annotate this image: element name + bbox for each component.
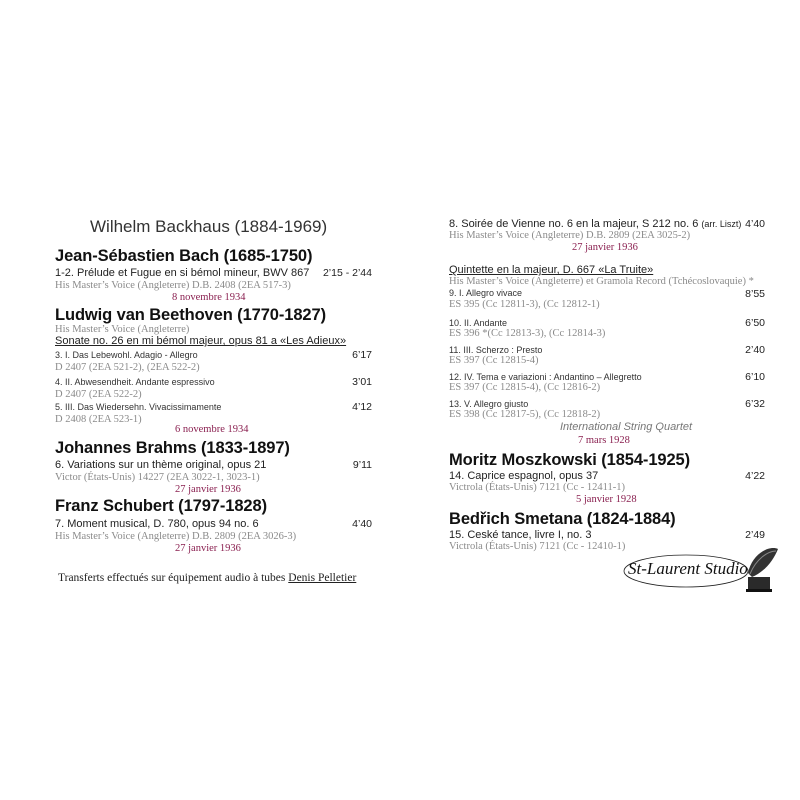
recording-date: 6 novembre 1934	[175, 424, 249, 435]
track-duration: 4’40	[745, 218, 765, 230]
track-duration: 2’49	[745, 529, 765, 541]
track-duration: 4’40	[352, 518, 372, 530]
record-label: D 2407 (2EA 522-2)	[55, 389, 142, 400]
transfer-credit	[58, 572, 356, 584]
recording-date: 27 janvier 1936	[572, 242, 638, 253]
record-label: Victor (États-Unis) 14227 (2EA 3022-1, 3023-1)	[55, 472, 260, 483]
composer-moszkowski: Moritz Moszkowski (1854-1925)	[449, 451, 691, 469]
credit-text: Transferts effectués sur équipement audio à tubes	[58, 572, 286, 584]
record-label: ES 395 (Cc 12811-3), (Cc 12812-1)	[449, 299, 600, 310]
record-label: ES 396 *(Cc 12813-3), (Cc 12814-3)	[449, 328, 606, 339]
track-title: 9. I. Allegro vivace	[449, 288, 523, 298]
recording-date: 7 mars 1928	[578, 435, 630, 446]
track-duration: 8’55	[745, 288, 765, 300]
track-title: 4. II. Abwesendheit. Andante espressivo	[55, 377, 215, 387]
track-duration: 2’40	[745, 344, 765, 356]
track-title: 12. IV. Tema e variazioni : Andantino – Allegretto	[449, 372, 642, 382]
composer-brahms: Johannes Brahms (1833-1897)	[55, 439, 290, 457]
record-label: His Master’s Voice (Angleterre) D.B. 2809 (2EA 3026-3)	[55, 531, 297, 542]
record-label: ES 397 (Cc 12815-4), (Cc 12816-2)	[449, 382, 601, 393]
track-duration: 6’50	[745, 317, 765, 329]
composer-smetana: Bedřich Smetana (1824-1884)	[449, 510, 676, 528]
track-title: 14. Caprice espagnol, opus 37	[449, 470, 599, 482]
recording-date: 8 novembre 1934	[172, 292, 246, 303]
work-title: Sonate no. 26 en mi bémol majeur, opus 81 a «Les Adieux»	[55, 335, 347, 347]
track-title: 1-2. Prélude et Fugue en si bémol mineur, BWV 867	[55, 267, 310, 279]
record-label: Victrola (États-Unis) 7121 (Cc - 12411-1)	[449, 482, 625, 493]
record-label: His Master’s Voice (Angleterre) D.B. 2809 (2EA 3025-2)	[449, 230, 691, 241]
track-duration: 6’32	[745, 398, 765, 410]
composer-bach: Jean-Sébastien Bach (1685-1750)	[55, 247, 313, 265]
record-label: ES 398 (Cc 12817-5), (Cc 12818-2)	[449, 409, 601, 420]
record-label: His Master’s Voice (Angleterre) D.B. 2408 (2EA 517-3)	[55, 280, 291, 291]
track-duration: 6’17	[352, 349, 372, 361]
track-title: 15. Ceské tance, livre I, no. 3	[449, 529, 592, 541]
record-label: Victrola (États-Unis) 7121 (Cc - 12410-1)	[449, 541, 626, 552]
recording-date: 27 janvier 1936	[175, 484, 241, 495]
composer-schubert: Franz Schubert (1797-1828)	[55, 497, 267, 515]
track-duration: 4’12	[352, 401, 372, 413]
track-duration: 9’11	[352, 459, 372, 471]
track-title: 3. I. Das Lebewohl. Adagio - Allegro	[55, 350, 198, 360]
track-title: 10. II. Andante	[449, 318, 508, 328]
track-duration: 3’01	[352, 376, 372, 388]
work-title: Quintette en la majeur, D. 667 «La Truite»	[449, 264, 654, 276]
track-title: 6. Variations sur un thème original, opus 21	[55, 459, 267, 471]
st-laurent-studio-logo	[620, 543, 780, 598]
track-title: 7. Moment musical, D. 780, opus 94 no. 6	[55, 518, 259, 530]
track-title: 5. III. Das Wiedersehn. Vivacissimamente	[55, 402, 222, 412]
album-artist-header: Wilhelm Backhaus (1884-1969)	[90, 217, 328, 236]
ensemble-name: International String Quartet	[560, 421, 693, 433]
record-label: D 2408 (2EA 523-1)	[55, 414, 142, 425]
composer-beethoven: Ludwig van Beethoven (1770-1827)	[55, 306, 326, 324]
recording-date: 5 janvier 1928	[576, 494, 637, 505]
logo-text: St-Laurent Studio	[628, 559, 748, 578]
engineer-name: Denis Pelletier	[288, 572, 357, 584]
track-title	[449, 218, 741, 230]
track-title: 13. V. Allegro giusto	[449, 399, 529, 409]
record-label: D 2407 (2EA 521-2), (2EA 522-2)	[55, 362, 200, 373]
track-duration: 6’10	[745, 371, 765, 383]
track-duration: 2’15 - 2’44	[322, 267, 372, 279]
record-label: His Master’s Voice (Angleterre) et Gramola Record (Tchécoslovaquie) *	[449, 276, 754, 287]
track-duration: 4’22	[745, 470, 765, 482]
record-label: His Master’s Voice (Angleterre)	[55, 324, 190, 335]
record-label: ES 397 (Cc 12815-4)	[449, 355, 539, 366]
arranger-note: (arr. Liszt)	[701, 219, 742, 229]
track-title-text: 8. Soirée de Vienne no. 6 en la majeur, S 212 no. 6	[449, 218, 699, 230]
track-title: 11. III. Scherzo : Presto	[449, 345, 543, 355]
recording-date: 27 janvier 1936	[175, 543, 241, 554]
